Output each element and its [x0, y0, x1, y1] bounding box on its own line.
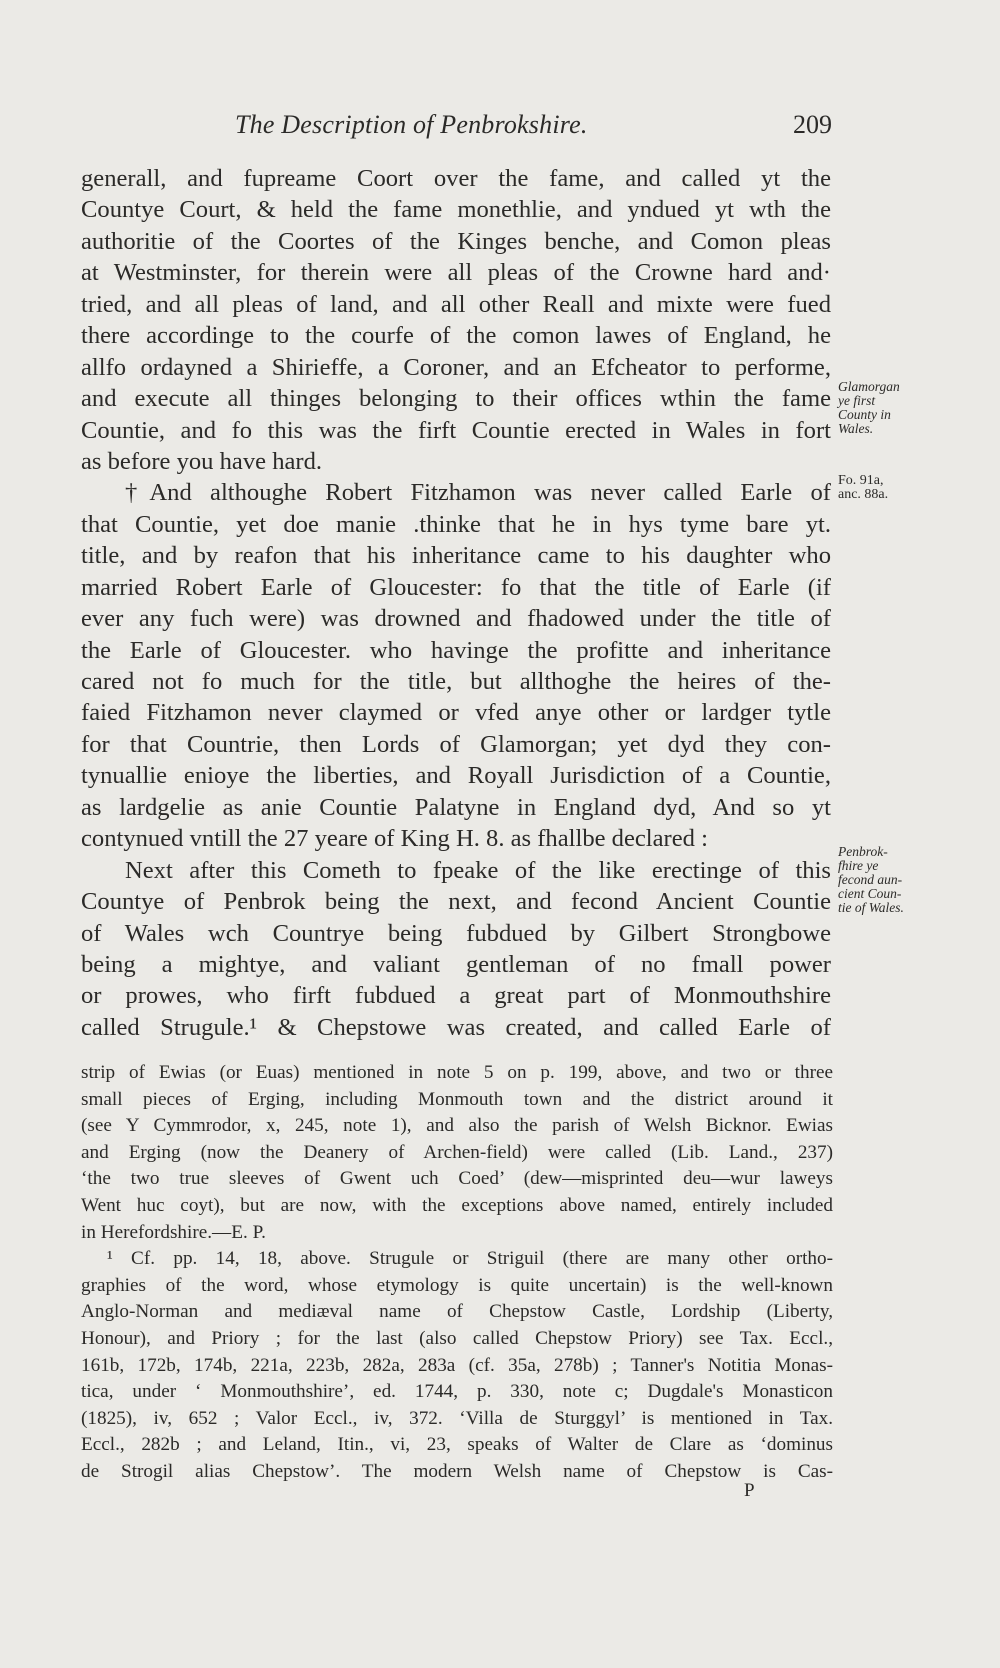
footnote-line: tica, under ‘ Monmouthshire’, ed. 1744, p. 330, note c; Dugdale's Monasticon [81, 1381, 833, 1403]
footnote-line: small pieces of Erging, including Monmouth town and the district around it [81, 1088, 833, 1110]
margin-note-line: fhire ye [838, 858, 879, 873]
text-line: generall, and fupreame Coort over the fame, and called yt the [81, 165, 831, 192]
text-line: being a mightye, and valiant gentleman of no fmall power [81, 950, 831, 978]
text-line: authoritie of the Coortes of the Kinges benche, and Comon pleas [81, 227, 831, 255]
footnote-line: and Erging (now the Deanery of Archen-field) were called (Lib. Land., 237) [81, 1141, 833, 1163]
text-line: Countye of Penbrok being the next, and fecond Ancient Countie [81, 888, 831, 916]
page-number: 209 [793, 110, 832, 139]
margin-note-line: ye first [838, 393, 876, 408]
margin-note-line: fecond aun- [838, 872, 903, 887]
footnote-line: (1825), iv, 652 ; Valor Eccl., iv, 372. ‘Villa de Sturggyl’ is mentioned in Tax. [81, 1407, 833, 1429]
text-line: and execute all thinges belonging to their offices wthin the fame [81, 385, 831, 413]
margin-note-line: Penbrok- [838, 844, 888, 859]
text-line: cared not fo much for the title, but allthoghe the heires of the- [81, 668, 831, 695]
text-line: of Wales wch Countrye being fubdued by Gilbert Strongbowe [81, 919, 831, 947]
running-title: The Description of Penbrokshire. [235, 110, 588, 139]
footnote-line: strip of Ewias (or Euas) mentioned in note 5 on p. 199, above, and two or three [81, 1062, 833, 1083]
text-line: at Westminster, for therein were all pleas of the Crowne hard and· [81, 259, 831, 287]
text-line: faied Fitzhamon never claymed or vfed anye other or lardger tytle [81, 699, 831, 727]
footnote-line: graphies of the word, whose etymology is quite uncertain) is the well-known [81, 1274, 833, 1296]
text-line: title, and by reafon that his inheritance came to his daughter who [81, 542, 831, 570]
footnote-line: Anglo-Norman and mediæval name of Chepstow Castle, Lordship (Liberty, [81, 1301, 833, 1323]
margin-note-line: cient Coun- [838, 886, 902, 901]
main-text [81, 163, 831, 1043]
text-line: there accordinge to the courfe of the comon lawes of England, he [81, 322, 831, 350]
text-line: for that Countrie, then Lords of Glamorgan; yet dyd they con- [81, 730, 831, 758]
text-line: the Earle of Gloucester. who havinge the profitte and inheritance [81, 636, 831, 664]
signature-mark: P [744, 1480, 755, 1501]
text-line: ever any fuch were) was drowned and fhadowed under the title of [81, 605, 831, 633]
margin-note-line: Glamorgan [838, 379, 900, 394]
margin-note-line: anc. 88a. [838, 487, 889, 502]
footnote-line: Honour), and Priory ; for the last (also called Chepstow Priory) see Tax. Eccl., [81, 1327, 833, 1349]
text-line: or prowes, who firft fubdued a great part of Monmouthshire [81, 982, 831, 1010]
footnote-line: de Strogil alias Chepstow’. The modern Welsh name of Chepstow is Cas- [81, 1460, 833, 1482]
text-line: that Countie, yet doe manie .thinke that he in hys tyme bare yt. [81, 510, 831, 538]
margin-note-glamorgan [838, 380, 938, 436]
margin-note-line: County in [838, 407, 891, 422]
footnote-line: 161b, 172b, 174b, 221a, 223b, 282a, 283a (cf. 35a, 278b) ; Tanner's Notitia Monas- [81, 1354, 833, 1376]
footnote-line: (see Y Cymmrodor, x, 245, note 1), and also the parish of Welsh Bicknor. Ewias [81, 1115, 833, 1137]
text-line: called Strugule.¹ & Chepstowe was created, and called Earle of [81, 1013, 831, 1041]
footnotes [81, 1060, 833, 1486]
margin-note-folio [838, 474, 938, 502]
running-header [80, 110, 832, 146]
text-line: †And althoughe Robert Fitzhamon was never called Earle of [125, 479, 831, 507]
text-line: allfo ordayned a Shirieffe, a Coroner, and an Efcheator to performe, [81, 353, 831, 381]
footnote-line: Went huc coyt), but are now, with the exceptions above named, entirely included [81, 1194, 833, 1216]
text-line: Next after this Cometh to fpeake of the like erectinge of this [125, 856, 831, 884]
text-line: tried, and all pleas of land, and all other Reall and mixte were fued [81, 290, 831, 318]
text-line: contynued vntill the 27 yeare of King H. 8. as fhallbe declared : [81, 825, 708, 853]
margin-note-line: Wales. [838, 421, 874, 436]
footnote-line: in Herefordshire.—E. P. [81, 1221, 266, 1243]
margin-note-line: tie of Wales. [838, 900, 904, 915]
margin-note-line: Fo. 91a, [838, 473, 884, 488]
margin-note-penbrok [838, 845, 938, 915]
text-line: married Robert Earle of Gloucester: fo that the title of Earle (if [81, 573, 831, 601]
footnote-line: ‘the two true sleeves of Gwent uch Coed’ (dew—misprinted deu—wur laweys [81, 1168, 833, 1190]
text-line: Countye Court, & held the fame monethlie, and yndued yt wth the [81, 196, 831, 224]
text-line: as before you have hard. [81, 447, 323, 475]
footnote-line: Eccl., 282b ; and Leland, Itin., vi, 23, speaks of Walter de Clare as ‘dominus [81, 1434, 833, 1456]
text-line: Countie, and fo this was the firft Countie erected in Wales in fort [81, 416, 831, 444]
text-line: tynuallie enioye the liberties, and Royall Jurisdiction of a Countie, [81, 762, 831, 790]
text-line: as lardgelie as anie Countie Palatyne in England dyd, And so yt [81, 793, 831, 821]
footnote-line: ¹ Cf. pp. 14, 18, above. Strugule or Striguil (there are many other ortho- [107, 1248, 833, 1270]
